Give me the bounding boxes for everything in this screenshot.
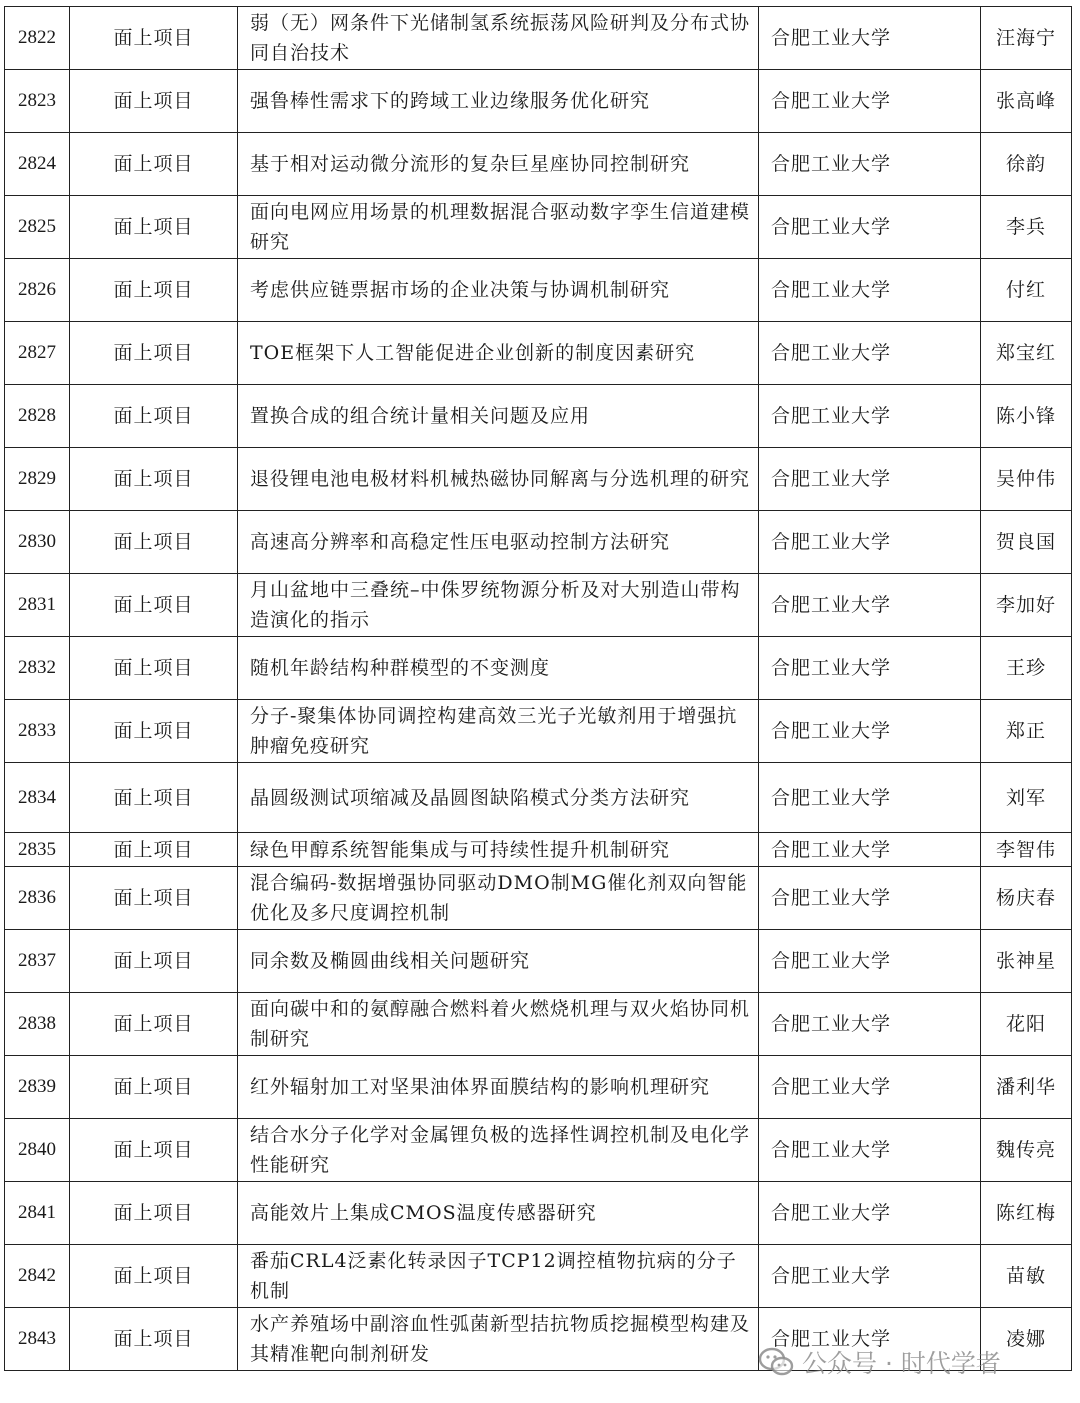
project-type: 面上项目 [70, 1056, 238, 1119]
table-row [5, 259, 1072, 322]
project-number: 2822 [5, 7, 70, 70]
principal-investigator: 花阳 [981, 993, 1072, 1056]
project-title: 结合水分子化学对金属锂负极的选择性调控机制及电化学性能研究 [238, 1119, 759, 1182]
table-row [5, 448, 1072, 511]
project-title: 混合编码-数据增强协同驱动DMO制MG催化剂双向智能优化及多尺度调控机制 [238, 867, 759, 930]
project-title: 面向碳中和的氨醇融合燃料着火燃烧机理与双火焰协同机制研究 [238, 993, 759, 1056]
project-title: 高速高分辨率和高稳定性压电驱动控制方法研究 [238, 511, 759, 574]
principal-investigator: 李兵 [981, 196, 1072, 259]
project-title: 面向电网应用场景的机理数据混合驱动数字孪生信道建模研究 [238, 196, 759, 259]
project-title: 退役锂电池电极材料机械热磁协同解离与分选机理的研究 [238, 448, 759, 511]
project-number: 2833 [5, 700, 70, 763]
institution: 合肥工业大学 [759, 867, 981, 930]
project-number: 2829 [5, 448, 70, 511]
project-title: 强鲁棒性需求下的跨域工业边缘服务优化研究 [238, 70, 759, 133]
project-number: 2837 [5, 930, 70, 993]
project-number: 2841 [5, 1182, 70, 1245]
institution: 合肥工业大学 [759, 1245, 981, 1308]
principal-investigator: 李加好 [981, 574, 1072, 637]
principal-investigator: 苗敏 [981, 1245, 1072, 1308]
project-number: 2825 [5, 196, 70, 259]
project-number: 2826 [5, 259, 70, 322]
institution: 合肥工业大学 [759, 1308, 981, 1371]
project-type: 面上项目 [70, 574, 238, 637]
principal-investigator: 郑宝红 [981, 322, 1072, 385]
project-type: 面上项目 [70, 700, 238, 763]
principal-investigator: 张高峰 [981, 70, 1072, 133]
project-number: 2831 [5, 574, 70, 637]
table-row [5, 1182, 1072, 1245]
project-type: 面上项目 [70, 637, 238, 700]
project-number: 2828 [5, 385, 70, 448]
project-number: 2835 [5, 833, 70, 867]
principal-investigator: 李智伟 [981, 833, 1072, 867]
wechat-icon [758, 1347, 794, 1377]
table-row [5, 930, 1072, 993]
principal-investigator: 徐韵 [981, 133, 1072, 196]
principal-investigator: 潘利华 [981, 1056, 1072, 1119]
project-type: 面上项目 [70, 833, 238, 867]
project-title: 水产养殖场中副溶血性弧菌新型拮抗物质挖掘模型构建及其精准靶向制剂研发 [238, 1308, 759, 1371]
principal-investigator: 凌娜 [981, 1308, 1072, 1371]
project-title: 月山盆地中三叠统–中侏罗统物源分析及对大别造山带构造演化的指示 [238, 574, 759, 637]
institution: 合肥工业大学 [759, 1056, 981, 1119]
project-type: 面上项目 [70, 133, 238, 196]
institution: 合肥工业大学 [759, 930, 981, 993]
institution: 合肥工业大学 [759, 196, 981, 259]
project-type: 面上项目 [70, 930, 238, 993]
project-number: 2823 [5, 70, 70, 133]
project-type: 面上项目 [70, 1308, 238, 1371]
project-type: 面上项目 [70, 259, 238, 322]
principal-investigator: 贺良国 [981, 511, 1072, 574]
project-type: 面上项目 [70, 322, 238, 385]
institution: 合肥工业大学 [759, 1182, 981, 1245]
project-number: 2843 [5, 1308, 70, 1371]
table-row [5, 385, 1072, 448]
table-row [5, 133, 1072, 196]
principal-investigator: 魏传亮 [981, 1119, 1072, 1182]
project-title: TOE框架下人工智能促进企业创新的制度因素研究 [238, 322, 759, 385]
project-number: 2824 [5, 133, 70, 196]
table-row [5, 70, 1072, 133]
project-number: 2836 [5, 867, 70, 930]
project-title: 基于相对运动微分流形的复杂巨星座协同控制研究 [238, 133, 759, 196]
table-row [5, 1056, 1072, 1119]
watermark-text: 公众号 · 时代学者 [802, 1349, 1001, 1378]
principal-investigator: 吴仲伟 [981, 448, 1072, 511]
institution: 合肥工业大学 [759, 511, 981, 574]
table-row [5, 1119, 1072, 1182]
institution: 合肥工业大学 [759, 993, 981, 1056]
project-number: 2842 [5, 1245, 70, 1308]
project-number: 2838 [5, 993, 70, 1056]
project-number: 2830 [5, 511, 70, 574]
project-title: 晶圆级测试项缩减及晶圆图缺陷模式分类方法研究 [238, 763, 759, 833]
table-row [5, 1245, 1072, 1308]
project-title: 高能效片上集成CMOS温度传感器研究 [238, 1182, 759, 1245]
table-row [5, 763, 1072, 833]
project-title: 番茄CRL4泛素化转录因子TCP12调控植物抗病的分子机制 [238, 1245, 759, 1308]
project-title: 置换合成的组合统计量相关问题及应用 [238, 385, 759, 448]
institution: 合肥工业大学 [759, 637, 981, 700]
project-title: 随机年龄结构种群模型的不变测度 [238, 637, 759, 700]
project-title: 弱（无）网条件下光储制氢系统振荡风险研判及分布式协同自治技术 [238, 7, 759, 70]
project-title: 绿色甲醇系统智能集成与可持续性提升机制研究 [238, 833, 759, 867]
project-type: 面上项目 [70, 1245, 238, 1308]
table-row [5, 867, 1072, 930]
table-row [5, 700, 1072, 763]
institution: 合肥工业大学 [759, 133, 981, 196]
principal-investigator: 陈红梅 [981, 1182, 1072, 1245]
table-row [5, 322, 1072, 385]
table-row [5, 196, 1072, 259]
principal-investigator: 王珍 [981, 637, 1072, 700]
project-title: 红外辐射加工对坚果油体界面膜结构的影响机理研究 [238, 1056, 759, 1119]
project-type: 面上项目 [70, 448, 238, 511]
project-number: 2827 [5, 322, 70, 385]
project-type: 面上项目 [70, 196, 238, 259]
institution: 合肥工业大学 [759, 385, 981, 448]
institution: 合肥工业大学 [759, 700, 981, 763]
project-title: 同余数及椭圆曲线相关问题研究 [238, 930, 759, 993]
project-type: 面上项目 [70, 511, 238, 574]
institution: 合肥工业大学 [759, 448, 981, 511]
project-number: 2834 [5, 763, 70, 833]
institution: 合肥工业大学 [759, 763, 981, 833]
project-type: 面上项目 [70, 7, 238, 70]
project-type: 面上项目 [70, 867, 238, 930]
institution: 合肥工业大学 [759, 574, 981, 637]
project-number: 2832 [5, 637, 70, 700]
project-number: 2840 [5, 1119, 70, 1182]
project-number: 2839 [5, 1056, 70, 1119]
project-type: 面上项目 [70, 385, 238, 448]
table-row [5, 833, 1072, 867]
project-title: 分子-聚集体协同调控构建高效三光子光敏剂用于增强抗肿瘤免疫研究 [238, 700, 759, 763]
principal-investigator: 陈小锋 [981, 385, 1072, 448]
table-row [5, 574, 1072, 637]
principal-investigator: 汪海宁 [981, 7, 1072, 70]
institution: 合肥工业大学 [759, 1119, 981, 1182]
grant-table [4, 6, 1072, 1371]
principal-investigator: 付红 [981, 259, 1072, 322]
institution: 合肥工业大学 [759, 833, 981, 867]
wechat-watermark [758, 1342, 1058, 1382]
project-type: 面上项目 [70, 70, 238, 133]
project-type: 面上项目 [70, 763, 238, 833]
project-type: 面上项目 [70, 1119, 238, 1182]
principal-investigator: 张神星 [981, 930, 1072, 993]
table-row [5, 511, 1072, 574]
institution: 合肥工业大学 [759, 70, 981, 133]
principal-investigator: 杨庆春 [981, 867, 1072, 930]
table-row [5, 993, 1072, 1056]
project-type: 面上项目 [70, 993, 238, 1056]
project-title: 考虑供应链票据市场的企业决策与协调机制研究 [238, 259, 759, 322]
institution: 合肥工业大学 [759, 259, 981, 322]
institution: 合肥工业大学 [759, 322, 981, 385]
table-row [5, 637, 1072, 700]
principal-investigator: 刘军 [981, 763, 1072, 833]
project-type: 面上项目 [70, 1182, 238, 1245]
principal-investigator: 郑正 [981, 700, 1072, 763]
institution: 合肥工业大学 [759, 7, 981, 70]
table-row [5, 7, 1072, 70]
